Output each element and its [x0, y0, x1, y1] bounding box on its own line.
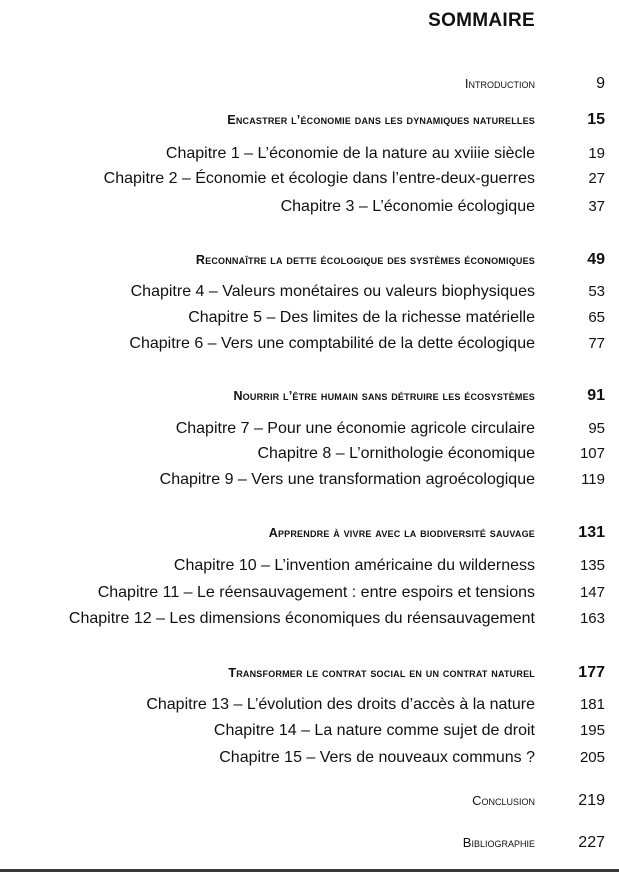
page-title: SOMMAIRE	[428, 10, 535, 31]
chapter-page: 27	[588, 170, 605, 187]
chapter-title: Chapitre 3 – L’économie écologique	[280, 198, 535, 215]
chapter-page: 205	[579, 749, 605, 766]
toc-chapter-entry[interactable]	[0, 442, 619, 466]
toc-chapter-entry[interactable]	[0, 468, 619, 492]
chapter-page: 107	[579, 445, 605, 462]
chapter-page: 147	[579, 584, 605, 601]
part-page: 177	[578, 664, 605, 681]
toc-chapter-entry[interactable]	[0, 142, 619, 166]
chapter-title: Chapitre 9 – Vers une transformation agroécologique	[159, 471, 535, 488]
chapter-title: Chapitre 7 – Pour une économie agricole circulaire	[175, 420, 535, 437]
chapter-title: Chapitre 14 – La nature comme sujet de droit	[213, 722, 535, 739]
chapter-title: Chapitre 5 – Des limites de la richesse matérielle	[188, 309, 535, 326]
chapter-title: Chapitre 4 – Valeurs monétaires ou valeurs biophysiques	[130, 283, 535, 300]
toc-chapter-entry[interactable]	[0, 280, 619, 304]
toc-entry-conclusion[interactable]	[0, 789, 619, 813]
part-title: Reconnaître la dette écologique des systèmes économiques	[195, 253, 535, 267]
chapter-title: Chapitre 11 – Le réensauvagement : entre espoirs et tensions	[97, 584, 535, 601]
part-title: Apprendre à vivre avec la biodiversité sauvage	[268, 526, 535, 540]
chapter-page: 181	[579, 696, 605, 713]
entry-title: Bibliographie	[462, 835, 535, 850]
entry-title: Introduction	[464, 76, 535, 91]
chapter-page: 135	[579, 557, 605, 574]
toc-entry-bibliographie[interactable]	[0, 831, 619, 855]
toc-part-heading[interactable]	[0, 384, 619, 408]
toc-chapter-entry[interactable]	[0, 746, 619, 770]
toc-chapter-entry[interactable]	[0, 581, 619, 605]
toc-chapter-entry[interactable]	[0, 554, 619, 578]
chapter-page: 77	[588, 335, 605, 352]
chapter-title: Chapitre 15 – Vers de nouveaux communs ?	[219, 749, 535, 766]
chapter-page: 119	[581, 471, 605, 488]
toc-chapter-entry[interactable]	[0, 306, 619, 330]
part-page: 49	[587, 251, 605, 268]
toc-chapter-entry[interactable]	[0, 607, 619, 631]
chapter-title: Chapitre 2 – Économie et écologie dans l’entre-deux-guerres	[103, 170, 535, 187]
chapter-page: 53	[588, 283, 605, 300]
chapter-title: Chapitre 13 – L’évolution des droits d’accès à la nature	[146, 696, 535, 713]
chapter-title: Chapitre 8 – L’ornithologie économique	[257, 445, 535, 462]
toc-chapter-entry[interactable]	[0, 719, 619, 743]
toc-chapter-entry[interactable]	[0, 167, 619, 191]
chapter-page: 195	[579, 722, 605, 739]
toc-part-heading[interactable]	[0, 248, 619, 272]
part-title: Transformer le contrat social en un contrat naturel	[228, 666, 535, 680]
toc-entry-introduction[interactable]	[0, 72, 619, 96]
toc-chapter-entry[interactable]	[0, 417, 619, 441]
toc-chapter-entry[interactable]	[0, 195, 619, 219]
toc-part-heading[interactable]	[0, 108, 619, 132]
chapter-title: Chapitre 10 – L’invention américaine du wilderness	[173, 557, 535, 574]
chapter-title: Chapitre 12 – Les dimensions économiques du réensauvagement	[68, 610, 535, 627]
entry-title: Conclusion	[472, 793, 535, 808]
entry-page: 9	[596, 75, 605, 92]
toc-chapter-entry[interactable]	[0, 332, 619, 356]
part-page: 91	[587, 387, 605, 404]
part-title: Nourrir l’être humain sans détruire les écosystèmes	[233, 389, 535, 403]
part-title: Encastrer l’économie dans les dynamiques naturelles	[227, 113, 535, 127]
entry-page: 227	[578, 834, 605, 851]
part-page: 131	[578, 524, 605, 541]
toc-chapter-entry[interactable]	[0, 693, 619, 717]
chapter-page: 163	[579, 610, 605, 627]
chapter-page: 37	[588, 198, 605, 215]
entry-page: 219	[578, 792, 605, 809]
chapter-page: 65	[588, 309, 605, 326]
part-page: 15	[587, 111, 605, 128]
toc-part-heading[interactable]	[0, 661, 619, 685]
chapter-title: Chapitre 6 – Vers une comptabilité de la dette écologique	[129, 335, 535, 352]
chapter-page: 19	[588, 145, 605, 162]
chapter-page: 95	[588, 420, 605, 437]
chapter-title: Chapitre 1 – L’économie de la nature au xviiie siècle	[165, 145, 535, 162]
toc-part-heading[interactable]	[0, 521, 619, 545]
